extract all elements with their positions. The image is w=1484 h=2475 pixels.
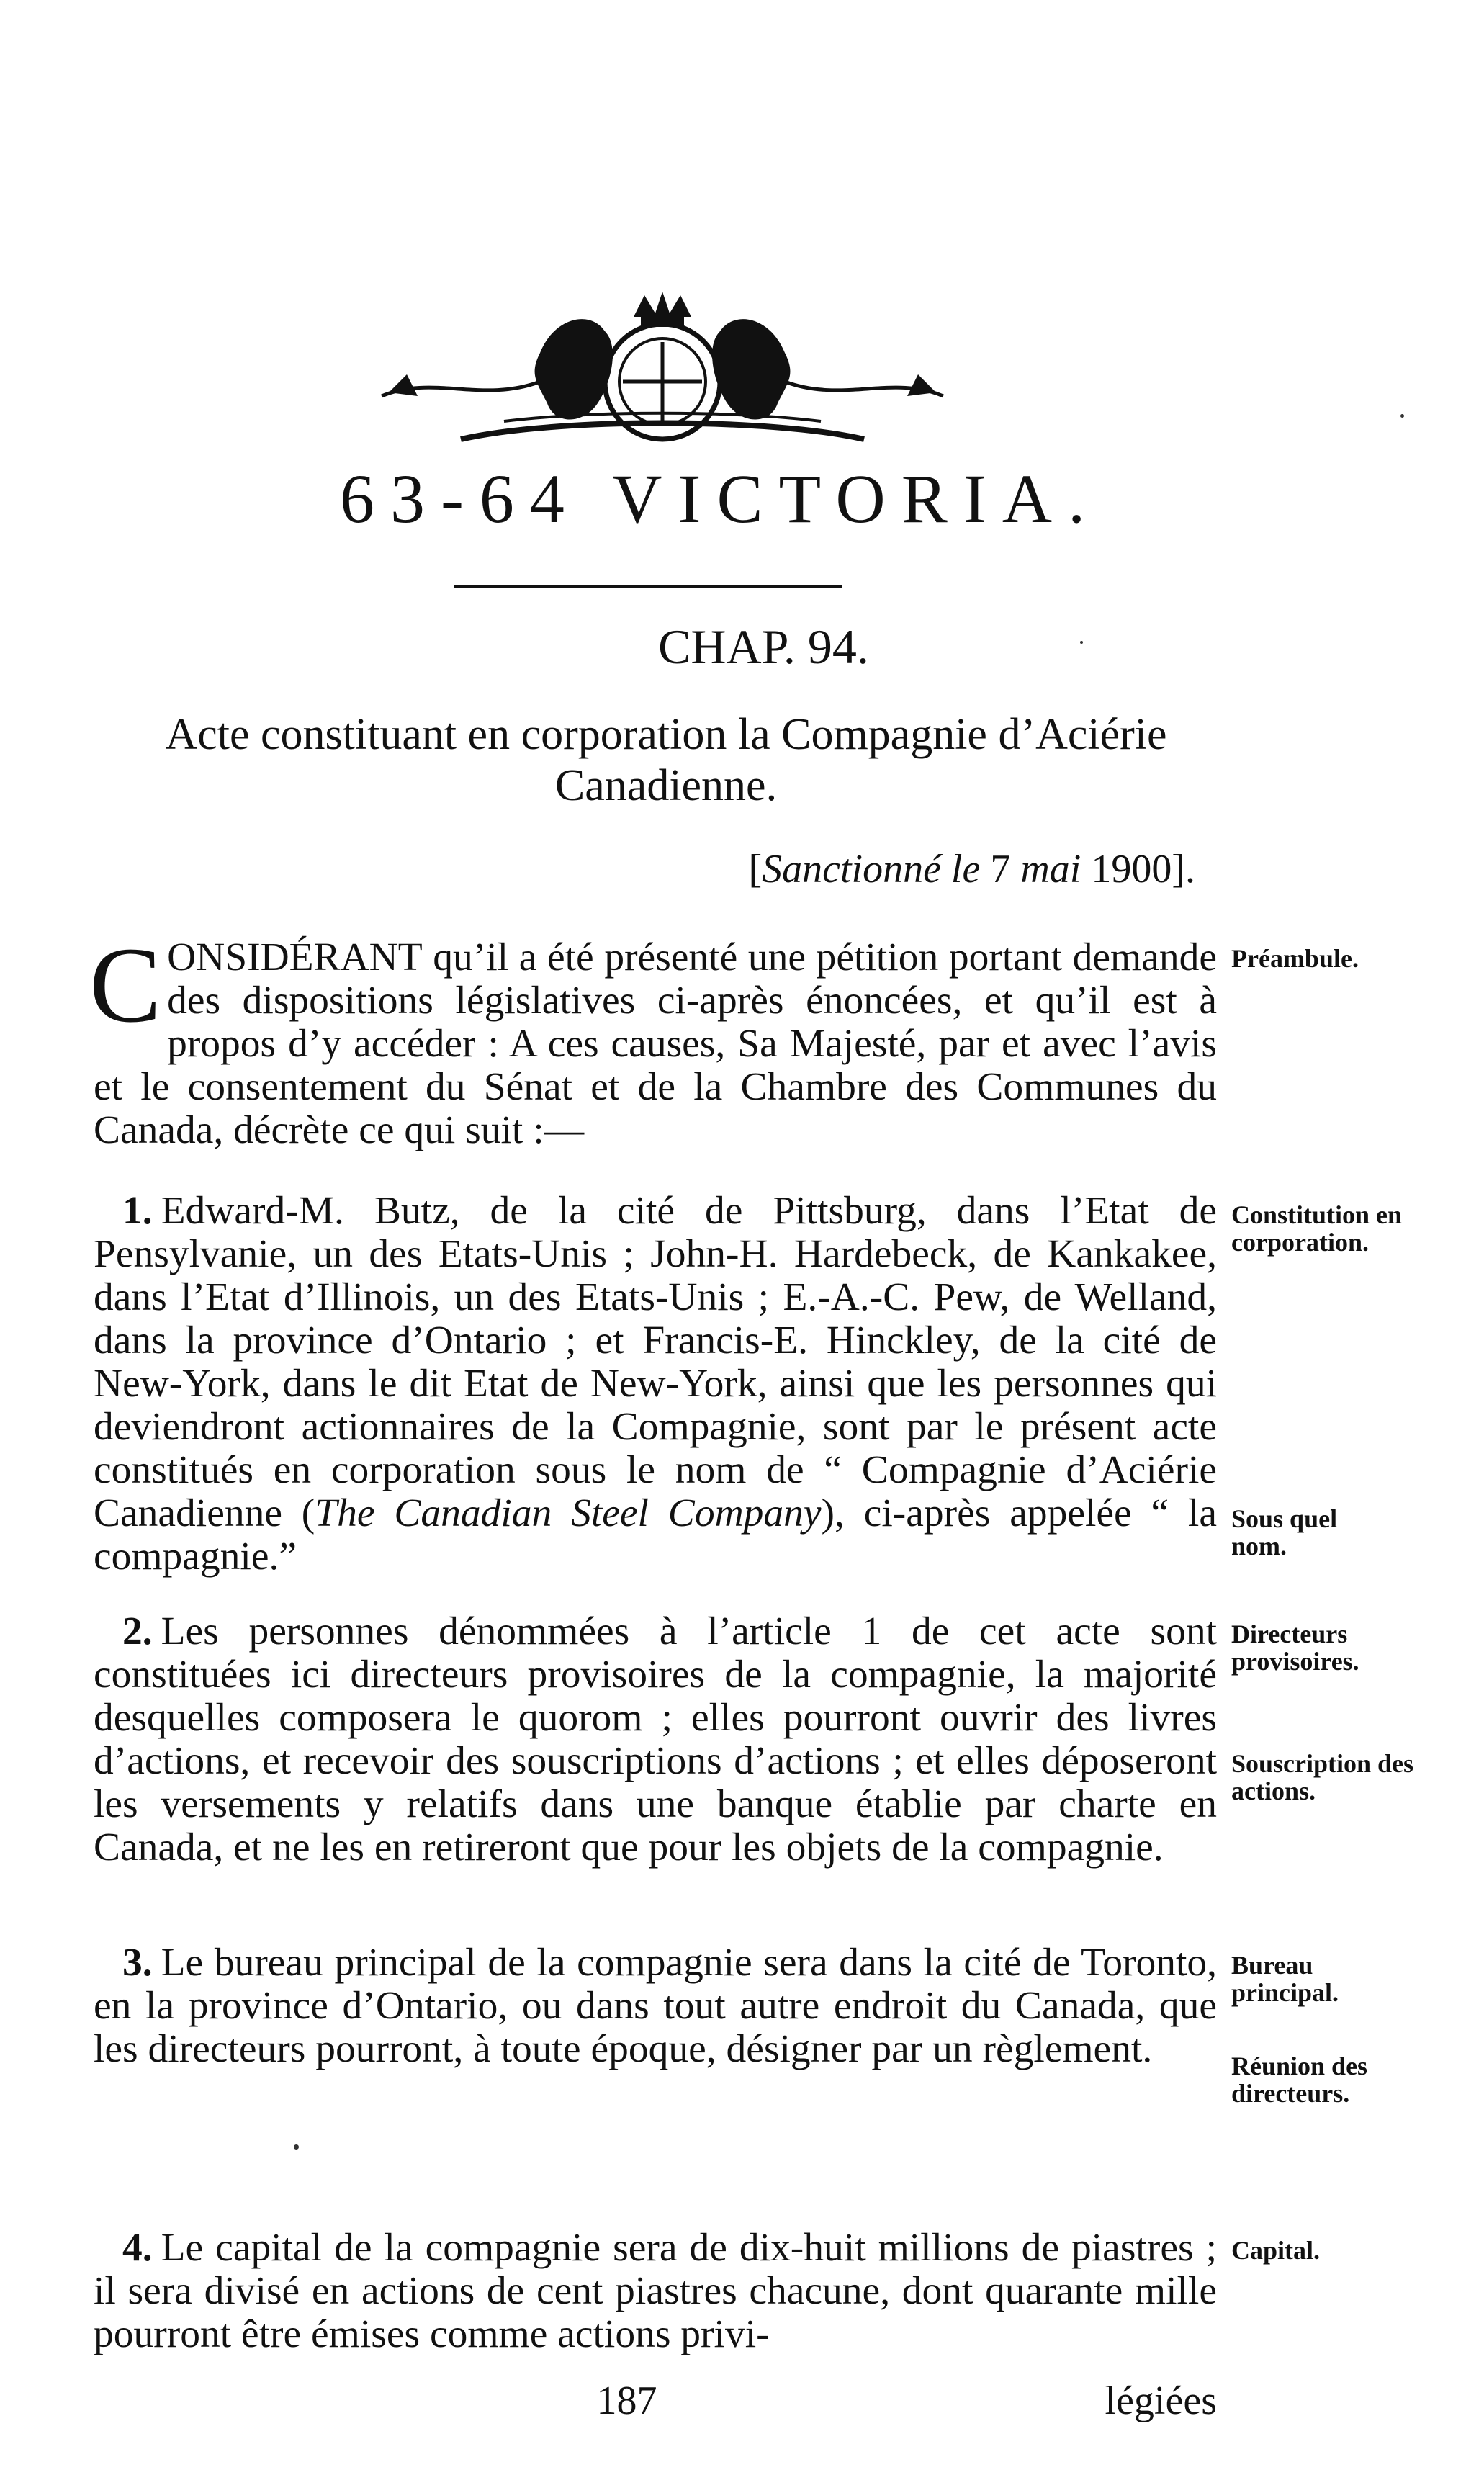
sanction-month: mai <box>1020 847 1081 891</box>
section-2 <box>94 1610 1217 1869</box>
section-3 <box>94 1941 1217 2071</box>
section-text: Les personnes dénommées à l’article 1 de cet acte sont constituées ici directeurs provisoires de la compagnie, la majorité desquelles composera le quorom ; elles pourront ouvrir des livres d’actions, et recevoir des souscriptions d’actions ; et elles déposeront les versements y relatifs dans une banque établie par charte en Canada, et ne les en retireront que pour les objets de la compagnie. <box>94 1609 1217 1869</box>
section-number: 4. <box>122 2226 153 2270</box>
section-text: Le capital de la compagnie sera de dix-huit millions de piastres ; il sera divisé en actions de cent piastres chacune, dont quarante mille pourront être émises comme actions privi- <box>94 2226 1217 2356</box>
sanction-label: Sanctionné le <box>762 847 981 891</box>
sanction-year: 1900]. <box>1081 847 1195 891</box>
sanction-day: 7 <box>980 847 1021 891</box>
horizontal-rule <box>454 585 842 588</box>
royal-crest-emblem <box>374 288 950 454</box>
margin-note-subscription: Souscription des actions. <box>1231 1749 1414 1805</box>
reign-heading: 63-64 VICTORIA. <box>339 460 1102 537</box>
scan-speck <box>1400 414 1404 418</box>
chapter-heading: CHAP. 94. <box>658 619 869 674</box>
section-italic-name: The Canadian Steel Company <box>315 1491 822 1535</box>
sanction-open: [ <box>748 847 763 891</box>
section-number: 2. <box>122 1609 153 1653</box>
sanction-date <box>648 846 1195 892</box>
margin-note-constitution: Constitution en corporation. <box>1231 1200 1403 1257</box>
margin-note-capital: Capital. <box>1231 2236 1321 2265</box>
section-text-tail: ), ci-après appelée “ la compagnie.” <box>94 1491 1217 1578</box>
drop-cap: C <box>89 925 162 1045</box>
preamble-paragraph <box>89 925 1217 1152</box>
section-number: 1. <box>122 1189 153 1233</box>
margin-note-preamble: Préambule. <box>1231 944 1359 973</box>
scan-speck <box>1080 641 1083 644</box>
section-4 <box>94 2227 1217 2356</box>
section-text: Edward-M. Butz, de la cité de Pittsburg, dans l’Etat de Pensylvanie, un des Etats-Unis ; John-H. Hardebeck, de Kankakee, dans l’Etat d’Illinois, un des Etats-Unis ; E.-A.-C. Pew, de Welland, dans la province d’Ontario ; et Francis-E. Hinckley, de la cité de New-York, dans le dit Etat de New-York, ainsi que les personnes qui deviendront actionnaires de la Compagnie, sont par le présent acte constitués en corporation sous le nom de “ Compagnie d’Aciérie Canadienne ( <box>94 1189 1217 1535</box>
preamble-text: qu’il a été présenté une pétition portant demande des dispositions législatives ci-après énoncées, et qu’il est à propos d’y accéder : A ces causes, Sa Majesté, par et avec l’avis et le consentement du Sénat et de la Chambre des Communes du Canada, décrète ce qui suit :— <box>94 935 1217 1152</box>
margin-note-directors: Directeurs provisoires. <box>1231 1620 1359 1676</box>
margin-note-office: Bureau principal. <box>1231 1951 1339 2007</box>
section-1 <box>94 1190 1217 1578</box>
act-title: Acte constituant en corporation la Compagnie d’Aciérie Canadienne. <box>165 710 1167 810</box>
scan-speck <box>294 2144 299 2150</box>
preamble-first-word: ONSIDÉRANT <box>167 935 423 979</box>
section-number: 3. <box>122 1941 153 1985</box>
catchword: légiées <box>1105 2379 1217 2423</box>
margin-note-meeting: Réunion des directeurs. <box>1231 2052 1368 2108</box>
margin-note-name: Sous quel nom. <box>1231 1504 1338 1560</box>
page-number: 187 <box>596 2379 657 2423</box>
section-text: Le bureau principal de la compagnie sera dans la cité de Toronto, en la province d’Ontario, ou dans tout autre endroit du Canada, que les directeurs pourront, à toute époque, désigner par un règlement. <box>94 1941 1217 2071</box>
